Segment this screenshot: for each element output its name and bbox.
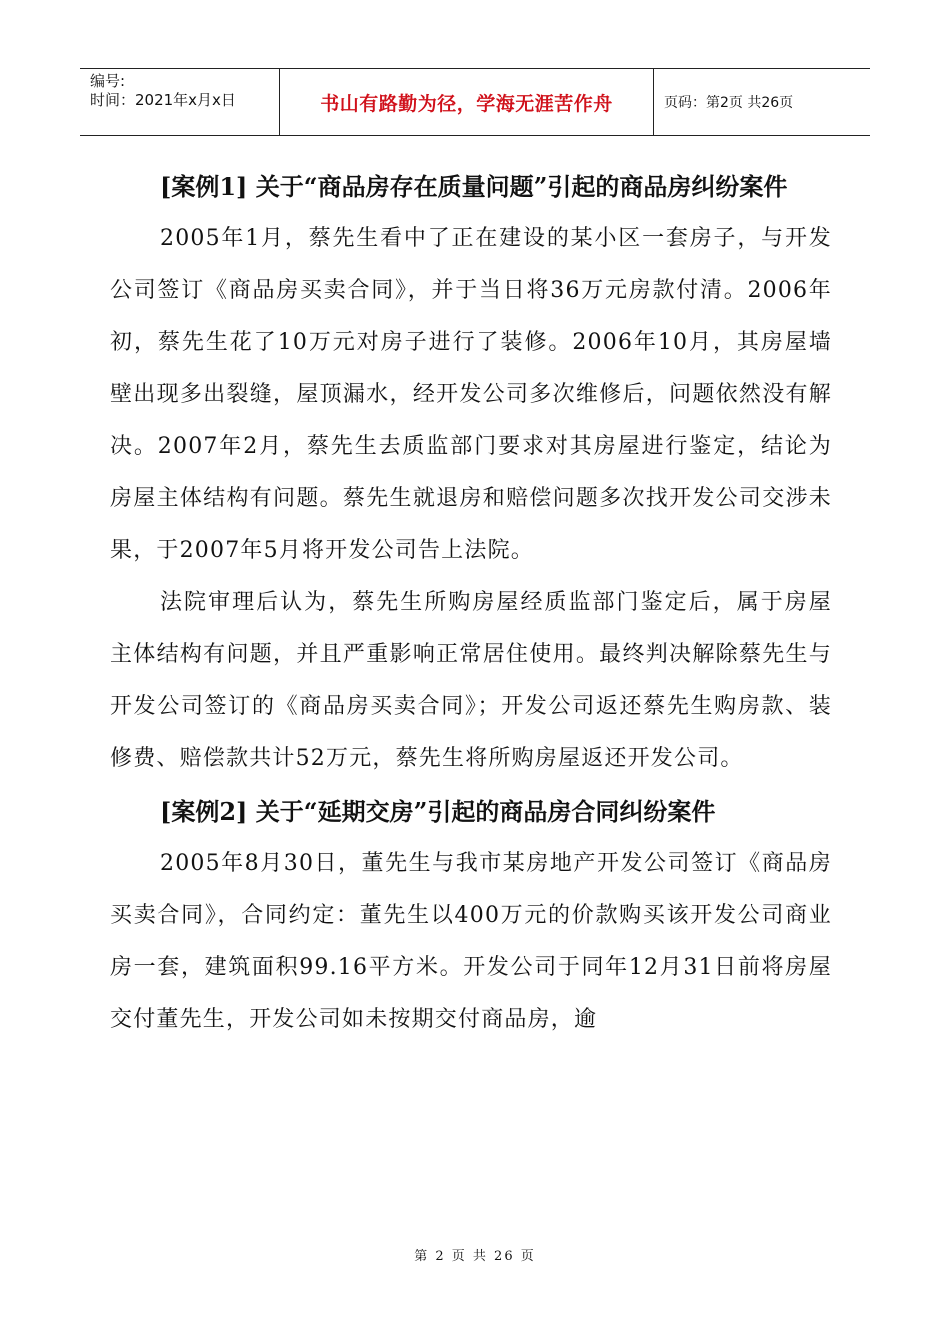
header-meta [80,69,280,135]
case1-title: [案例1] 关于“商品房存在质量问题”引起的商品房纠纷案件 [160,172,788,201]
time-label: 时间：2021年x月x日 [90,91,236,109]
number-label: 编号: [90,72,126,90]
header-motto: 书山有路勤为径，学海无涯苦作舟 [280,69,654,135]
page-footer: 第 2 页 共 26 页 [414,1249,536,1264]
document-header [80,68,870,136]
header-page-info: 页码：第2页 共26页 [664,95,794,111]
case1-paragraph-2: 法院审理后认为，蔡先生所购房屋经质监部门鉴定后，属于房屋主体结构有问题，并且严重影响正常居住使用。最终判决解除蔡先生与开发公司签订的《商品房买卖合同》；开发公司返还蔡先生购房款、装修费、赔偿款共计52万元，蔡先生将所购房屋返还开发公司。 [110,590,832,771]
case2-paragraph-1: 2005年8月30日，董先生与我市某房地产开发公司签订《商品房买卖合同》，合同约定：董先生以400万元的价款购买该开发公司商业房一套，建筑面积99.16平方米。开发公司于同年12月31日前将房屋交付董先生，开发公司如未按期交付商品房，逾 [110,851,832,1032]
case2-title: [案例2] 关于“延期交房”引起的商品房合同纠纷案件 [160,797,716,826]
case1-paragraph-1: 2005年1月，蔡先生看中了正在建设的某小区一套房子，与开发公司签订《商品房买卖合同》，并于当日将36万元房款付清。2006年初，蔡先生花了10万元对房子进行了装修。2006年10月，其房屋墙壁出现多出裂缝，屋顶漏水，经开发公司多次维修后，问题依然没有解决。2007年2月，蔡先生去质监部门要求对其房屋进行鉴定，结论为房屋主体结构有问题。蔡先生就退房和赔偿问题多次找开发公司交涉未果，于2007年5月将开发公司告上法院。 [110,226,832,563]
document-body [110,160,832,1046]
